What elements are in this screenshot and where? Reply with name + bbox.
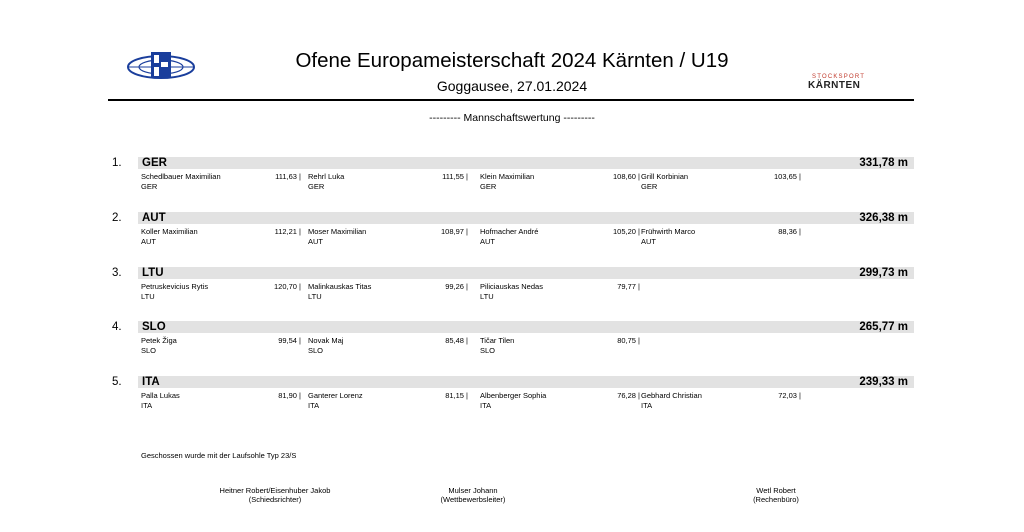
logo-text-top: STOCKSPORT: [812, 74, 866, 80]
player-score: 88,36 |: [778, 227, 801, 236]
signature-name: Heitner Robert/Eisenhuber Jakob: [219, 486, 331, 495]
player-club: AUT: [308, 237, 323, 246]
team-rank: 4.: [112, 321, 122, 333]
team-row: [108, 376, 914, 430]
player-name: Piliciauskas Nedas: [480, 282, 543, 291]
player-score: 108,97 |: [441, 227, 468, 236]
player-club: LTU: [480, 292, 494, 301]
player-entry: [141, 391, 301, 413]
player-club: AUT: [480, 237, 495, 246]
team-rank: 5.: [112, 376, 122, 388]
team-row: [108, 212, 914, 266]
player-club: SLO: [141, 346, 157, 355]
player-name: Malinkauskas Titas: [308, 282, 372, 291]
player-entry: [641, 391, 801, 413]
team-nation: GER: [142, 157, 167, 169]
player-name: Albenberger Sophia: [480, 391, 547, 400]
signature-name: Wetl Robert: [756, 486, 796, 495]
player-name: Ganterer Lorenz: [308, 391, 363, 400]
section-title: --------- Mannschaftswertung ---------: [429, 112, 595, 124]
player-club: SLO: [308, 346, 324, 355]
team-bar: [138, 376, 914, 388]
header-divider: [108, 99, 914, 101]
player-club: GER: [308, 182, 325, 191]
player-entry: [308, 336, 468, 358]
team-row: [108, 157, 914, 211]
player-club: ITA: [480, 401, 492, 410]
page-title: Ofene Europameisterschaft 2024 Kärnten / U19: [295, 49, 729, 72]
player-name: Hofmacher André: [480, 227, 539, 236]
logo-text-bottom: KÄRNTEN: [808, 80, 861, 91]
player-score: 108,60 |: [613, 172, 640, 181]
player-name: Palla Lukas: [141, 391, 180, 400]
player-entry: [480, 227, 640, 249]
signature-name: Mulser Johann: [448, 486, 498, 495]
player-score: 99,26 |: [445, 282, 468, 291]
player-club: GER: [641, 182, 658, 191]
player-entry: [480, 172, 640, 194]
player-score: 99,54 |: [278, 336, 301, 345]
player-entry: [641, 227, 801, 249]
team-rank: 2.: [112, 212, 122, 224]
player-club: GER: [480, 182, 497, 191]
player-entry: [141, 227, 301, 249]
player-club: GER: [141, 182, 158, 191]
player-entry: [141, 172, 301, 194]
signature-competition-director: [400, 486, 546, 504]
player-entry: [308, 282, 468, 304]
player-name: Schedlbauer Maximilian: [141, 172, 221, 181]
player-name: Klein Maximilian: [480, 172, 535, 181]
player-entry: [480, 282, 640, 304]
team-total: 239,33 m: [859, 376, 908, 388]
player-name: Frühwirth Marco: [641, 227, 696, 236]
player-club: LTU: [308, 292, 322, 301]
player-score: 76,28 |: [617, 391, 640, 400]
team-nation: SLO: [142, 321, 166, 333]
team-row: [108, 321, 914, 375]
player-entry: [480, 336, 640, 358]
player-club: AUT: [641, 237, 656, 246]
signature-role: (Wettbewerbsleiter): [440, 495, 506, 504]
player-club: ITA: [641, 401, 653, 410]
player-entry: [308, 172, 468, 194]
signature-role: (Rechenbüro): [753, 495, 799, 504]
player-club: SLO: [480, 346, 496, 355]
player-club: LTU: [141, 292, 155, 301]
player-name: Rehrl Luka: [308, 172, 345, 181]
player-entry: [641, 172, 801, 194]
team-bar: [138, 267, 914, 279]
player-entry: [141, 282, 301, 304]
player-score: 72,03 |: [778, 391, 801, 400]
team-nation: ITA: [142, 376, 160, 388]
player-score: 111,55 |: [442, 172, 468, 181]
team-total: 331,78 m: [859, 157, 908, 169]
player-name: Petruskevicius Rytis: [141, 282, 209, 291]
player-score: 79,77 |: [617, 282, 640, 291]
player-club: ITA: [141, 401, 153, 410]
player-club: ITA: [308, 401, 320, 410]
player-club: AUT: [141, 237, 156, 246]
team-bar: [138, 212, 914, 224]
player-name: Grill Korbinian: [641, 172, 689, 181]
player-name: Tičar Tilen: [480, 336, 515, 345]
player-name: Gebhard Christian: [641, 391, 702, 400]
player-score: 105,20 |: [613, 227, 640, 236]
player-score: 85,48 |: [445, 336, 468, 345]
player-name: Moser Maximilian: [308, 227, 367, 236]
signature-role: (Schiedsrichter): [248, 495, 302, 504]
player-entry: [141, 336, 301, 358]
player-name: Petek Žiga: [141, 336, 177, 345]
team-total: 265,77 m: [859, 321, 908, 333]
player-score: 112,21 |: [274, 227, 301, 236]
player-score: 120,70 |: [274, 282, 301, 291]
player-entry: [308, 227, 468, 249]
player-name: Koller Maximilian: [141, 227, 198, 236]
player-score: 80,75 |: [617, 336, 640, 345]
team-total: 326,38 m: [859, 212, 908, 224]
player-score: 111,63 |: [275, 172, 301, 181]
team-rank: 1.: [112, 157, 122, 169]
page-subtitle: Goggausee, 27.01.2024: [436, 78, 588, 94]
signature-referee: [190, 486, 360, 504]
player-score: 81,90 |: [278, 391, 301, 400]
signature-computing-office: [716, 486, 836, 504]
player-name: Novak Maj: [308, 336, 344, 345]
footer-note: Geschossen wurde mit der Laufsohle Typ 23/S: [141, 451, 297, 460]
team-nation: AUT: [142, 212, 166, 224]
team-row: [108, 267, 914, 321]
team-total: 299,73 m: [859, 267, 908, 279]
player-score: 81,15 |: [445, 391, 468, 400]
player-entry: [308, 391, 468, 413]
team-bar: [138, 321, 914, 333]
player-score: 103,65 |: [774, 172, 801, 181]
player-entry: [480, 391, 640, 413]
team-bar: [138, 157, 914, 169]
team-rank: 3.: [112, 267, 122, 279]
team-nation: LTU: [142, 267, 164, 279]
